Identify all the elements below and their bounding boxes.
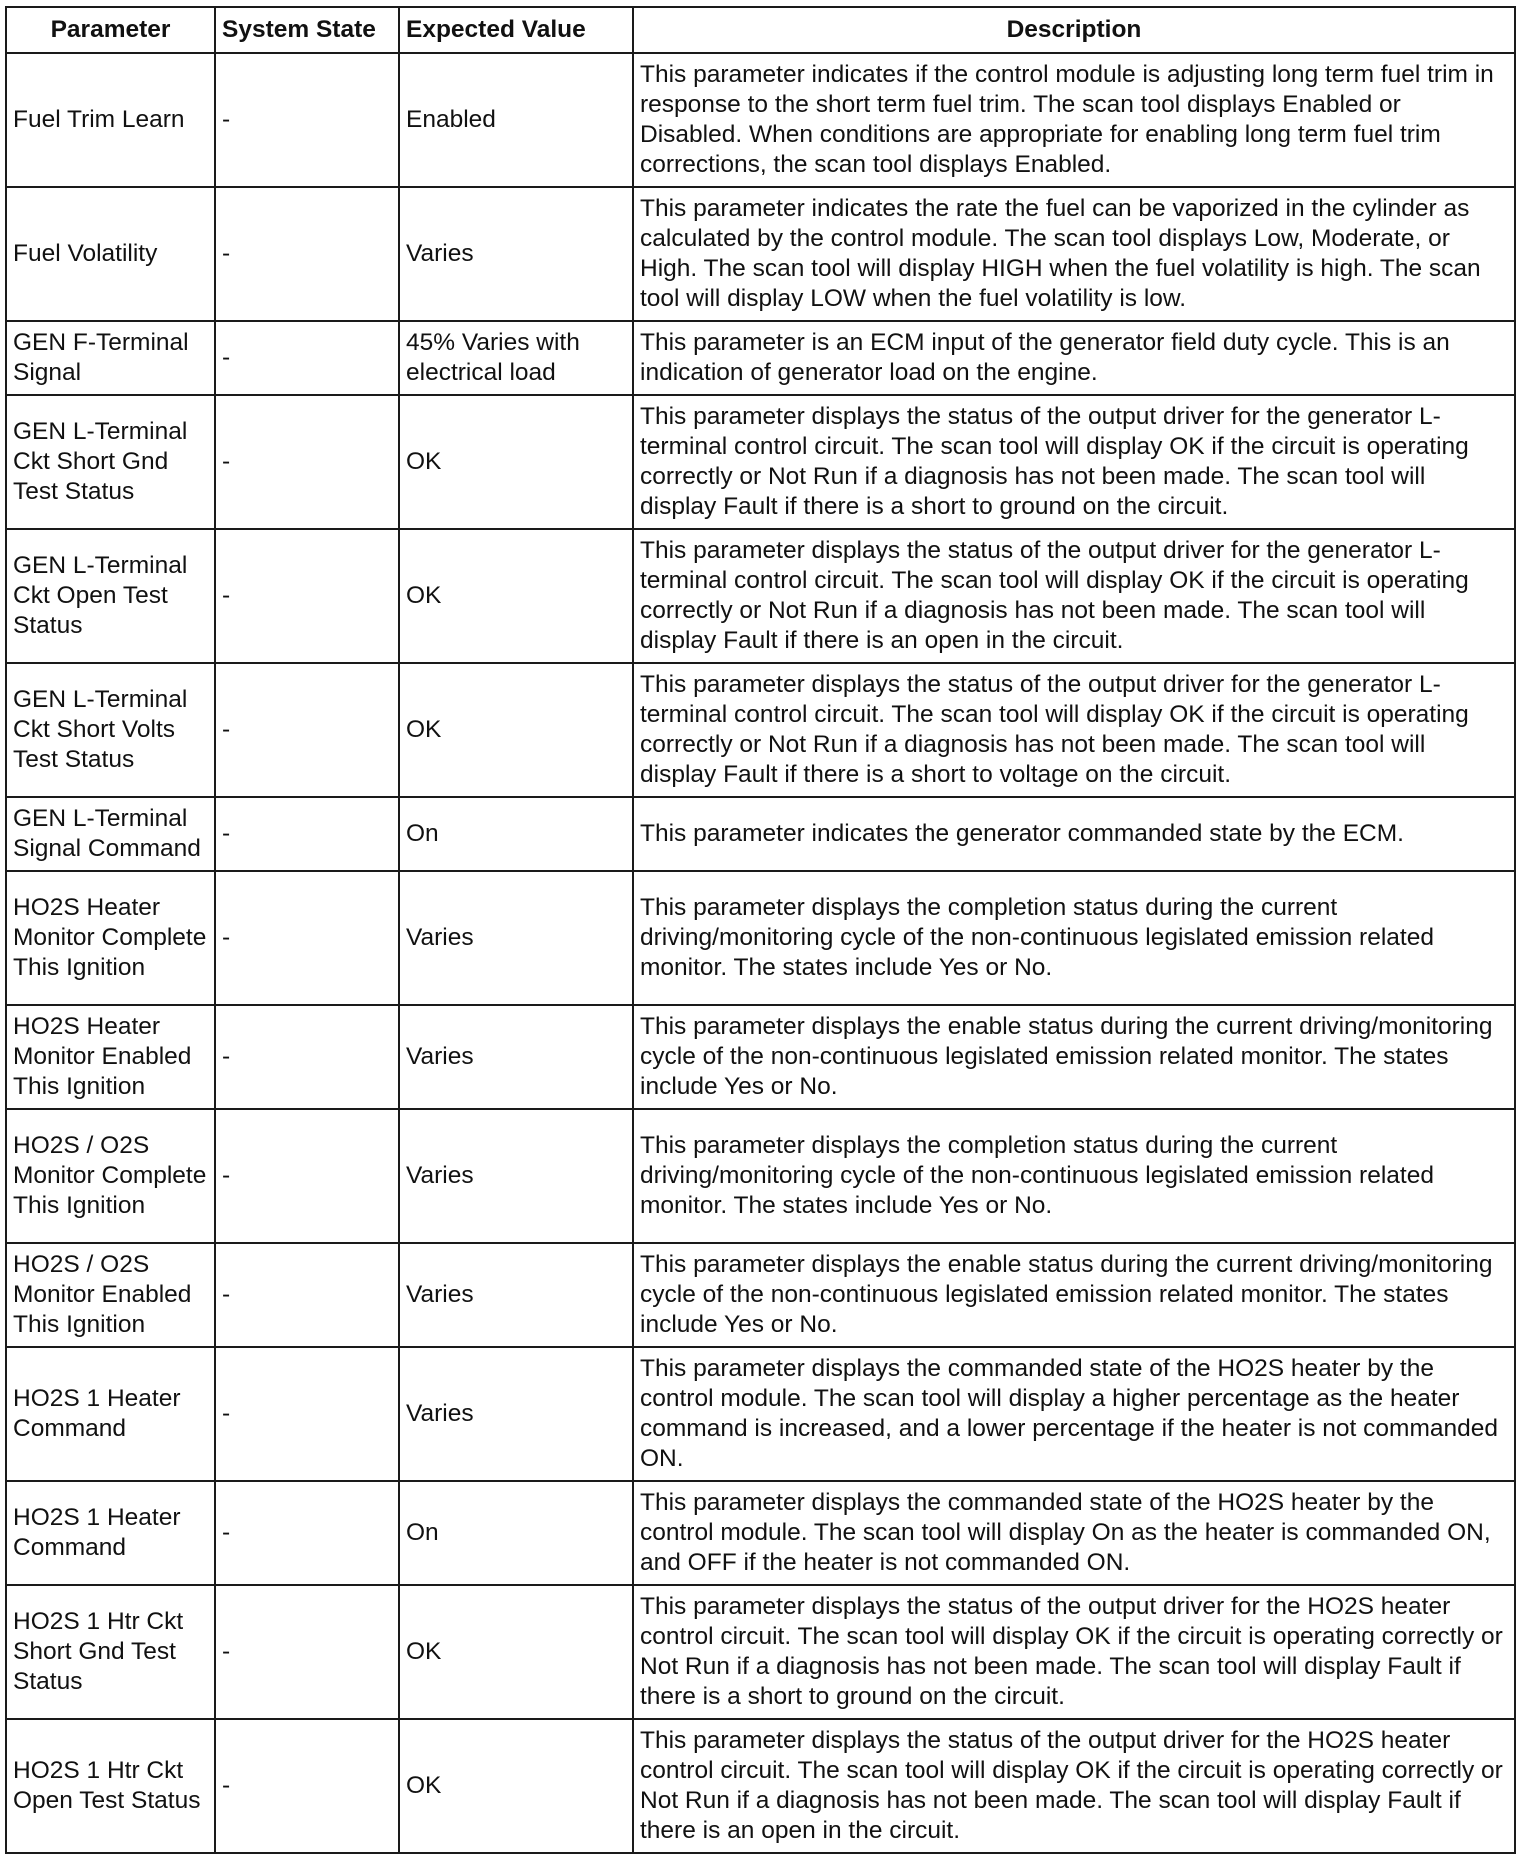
parameter-cell: GEN L-Terminal Signal Command (6, 797, 215, 871)
parameter-cell: HO2S 1 Htr Ckt Short Gnd Test Status (6, 1585, 215, 1719)
system-state-cell: - (215, 1005, 399, 1109)
system-state-cell: - (215, 1243, 399, 1347)
parameter-cell: Fuel Trim Learn (6, 53, 215, 187)
header-parameter: Parameter (6, 7, 215, 53)
table-row (6, 187, 1515, 321)
system-state-cell: - (215, 529, 399, 663)
description-cell: This parameter indicates the generator commanded state by the ECM. (633, 797, 1515, 871)
expected-value-cell: Varies (399, 1109, 633, 1243)
description-cell: This parameter displays the commanded state of the HO2S heater by the control module. The scan tool will display On as the heater is commanded ON, and OFF if the heater is not commanded ON. (633, 1481, 1515, 1585)
table-row (6, 53, 1515, 187)
table-row (6, 395, 1515, 529)
parameter-table (5, 6, 1516, 1854)
expected-value-cell: 45% Varies with electrical load (399, 321, 633, 395)
expected-value-cell: OK (399, 1719, 633, 1853)
system-state-cell: - (215, 1347, 399, 1481)
header-description: Description (633, 7, 1515, 53)
system-state-cell: - (215, 797, 399, 871)
table-row (6, 797, 1515, 871)
expected-value-cell: On (399, 1481, 633, 1585)
description-cell: This parameter indicates the rate the fuel can be vaporized in the cylinder as calculated by the control module. The scan tool displays Low, Moderate, or High. The scan tool will display HIGH when the fuel volatility is high. The scan tool will display LOW when the fuel volatility is low. (633, 187, 1515, 321)
system-state-cell: - (215, 53, 399, 187)
system-state-cell: - (215, 663, 399, 797)
expected-value-cell: Varies (399, 1347, 633, 1481)
header-expected-value: Expected Value (399, 7, 633, 53)
description-cell: This parameter displays the completion status during the current driving/monitoring cycle of the non-continuous legislated emission related monitor. The states include Yes or No. (633, 871, 1515, 1005)
parameter-cell: Fuel Volatility (6, 187, 215, 321)
header-system-state: System State (215, 7, 399, 53)
expected-value-cell: OK (399, 663, 633, 797)
system-state-cell: - (215, 321, 399, 395)
system-state-cell: - (215, 395, 399, 529)
expected-value-cell: OK (399, 1585, 633, 1719)
expected-value-cell: Varies (399, 187, 633, 321)
expected-value-cell: Varies (399, 871, 633, 1005)
system-state-cell: - (215, 871, 399, 1005)
description-cell: This parameter displays the completion status during the current driving/monitoring cycle of the non-continuous legislated emission related monitor. The states include Yes or No. (633, 1109, 1515, 1243)
parameter-cell: HO2S Heater Monitor Complete This Ignition (6, 871, 215, 1005)
parameter-cell: HO2S / O2S Monitor Complete This Ignition (6, 1109, 215, 1243)
expected-value-cell: Varies (399, 1243, 633, 1347)
table-row (6, 1347, 1515, 1481)
description-cell: This parameter displays the enable status during the current driving/monitoring cycle of the non-continuous legislated emission related monitor. The states include Yes or No. (633, 1005, 1515, 1109)
parameter-cell: GEN L-Terminal Ckt Short Volts Test Status (6, 663, 215, 797)
expected-value-cell: OK (399, 395, 633, 529)
table-body (6, 53, 1515, 1853)
system-state-cell: - (215, 1109, 399, 1243)
header-row (6, 7, 1515, 53)
table-row (6, 1585, 1515, 1719)
table-row (6, 1481, 1515, 1585)
table-row (6, 1109, 1515, 1243)
parameter-cell: GEN L-Terminal Ckt Short Gnd Test Status (6, 395, 215, 529)
parameter-cell: HO2S 1 Heater Command (6, 1347, 215, 1481)
expected-value-cell: OK (399, 529, 633, 663)
system-state-cell: - (215, 187, 399, 321)
system-state-cell: - (215, 1585, 399, 1719)
parameter-cell: GEN L-Terminal Ckt Open Test Status (6, 529, 215, 663)
parameter-cell: HO2S 1 Htr Ckt Open Test Status (6, 1719, 215, 1853)
description-cell: This parameter displays the status of the output driver for the generator L-terminal control circuit. The scan tool will display OK if the circuit is operating correctly or Not Run if a diagnosis has not been made. The scan tool will display Fault if there is an open in the circuit. (633, 529, 1515, 663)
table-row (6, 1243, 1515, 1347)
table-row (6, 1719, 1515, 1853)
table-row (6, 1005, 1515, 1109)
description-cell: This parameter is an ECM input of the generator field duty cycle. This is an indication of generator load on the engine. (633, 321, 1515, 395)
description-cell: This parameter displays the status of the output driver for the generator L-terminal control circuit. The scan tool will display OK if the circuit is operating correctly or Not Run if a diagnosis has not been made. The scan tool will display Fault if there is a short to ground on the circuit. (633, 395, 1515, 529)
table-row (6, 321, 1515, 395)
table-header (6, 7, 1515, 53)
table-row (6, 871, 1515, 1005)
expected-value-cell: Varies (399, 1005, 633, 1109)
parameter-cell: HO2S Heater Monitor Enabled This Ignition (6, 1005, 215, 1109)
description-cell: This parameter displays the status of the output driver for the generator L-terminal control circuit. The scan tool will display OK if the circuit is operating correctly or Not Run if a diagnosis has not been made. The scan tool will display Fault if there is a short to voltage on the circuit. (633, 663, 1515, 797)
description-cell: This parameter displays the status of the output driver for the HO2S heater control circuit. The scan tool will display OK if the circuit is operating correctly or Not Run if a diagnosis has not been made. The scan tool will display Fault if there is an open in the circuit. (633, 1719, 1515, 1853)
parameter-cell: GEN F-Terminal Signal (6, 321, 215, 395)
expected-value-cell: On (399, 797, 633, 871)
description-cell: This parameter displays the enable status during the current driving/monitoring cycle of the non-continuous legislated emission related monitor. The states include Yes or No. (633, 1243, 1515, 1347)
parameter-cell: HO2S / O2S Monitor Enabled This Ignition (6, 1243, 215, 1347)
description-cell: This parameter displays the status of the output driver for the HO2S heater control circuit. The scan tool will display OK if the circuit is operating correctly or Not Run if a diagnosis has not been made. The scan tool will display Fault if there is a short to ground on the circuit. (633, 1585, 1515, 1719)
system-state-cell: - (215, 1719, 399, 1853)
system-state-cell: - (215, 1481, 399, 1585)
parameter-cell: HO2S 1 Heater Command (6, 1481, 215, 1585)
expected-value-cell: Enabled (399, 53, 633, 187)
table-row (6, 663, 1515, 797)
description-cell: This parameter displays the commanded state of the HO2S heater by the control module. The scan tool will display a higher percentage as the heater command is increased, and a lower percentage if the heater is not commanded ON. (633, 1347, 1515, 1481)
table-row (6, 529, 1515, 663)
description-cell: This parameter indicates if the control module is adjusting long term fuel trim in response to the short term fuel trim. The scan tool displays Enabled or Disabled. When conditions are appropriate for enabling long term fuel trim corrections, the scan tool displays Enabled. (633, 53, 1515, 187)
